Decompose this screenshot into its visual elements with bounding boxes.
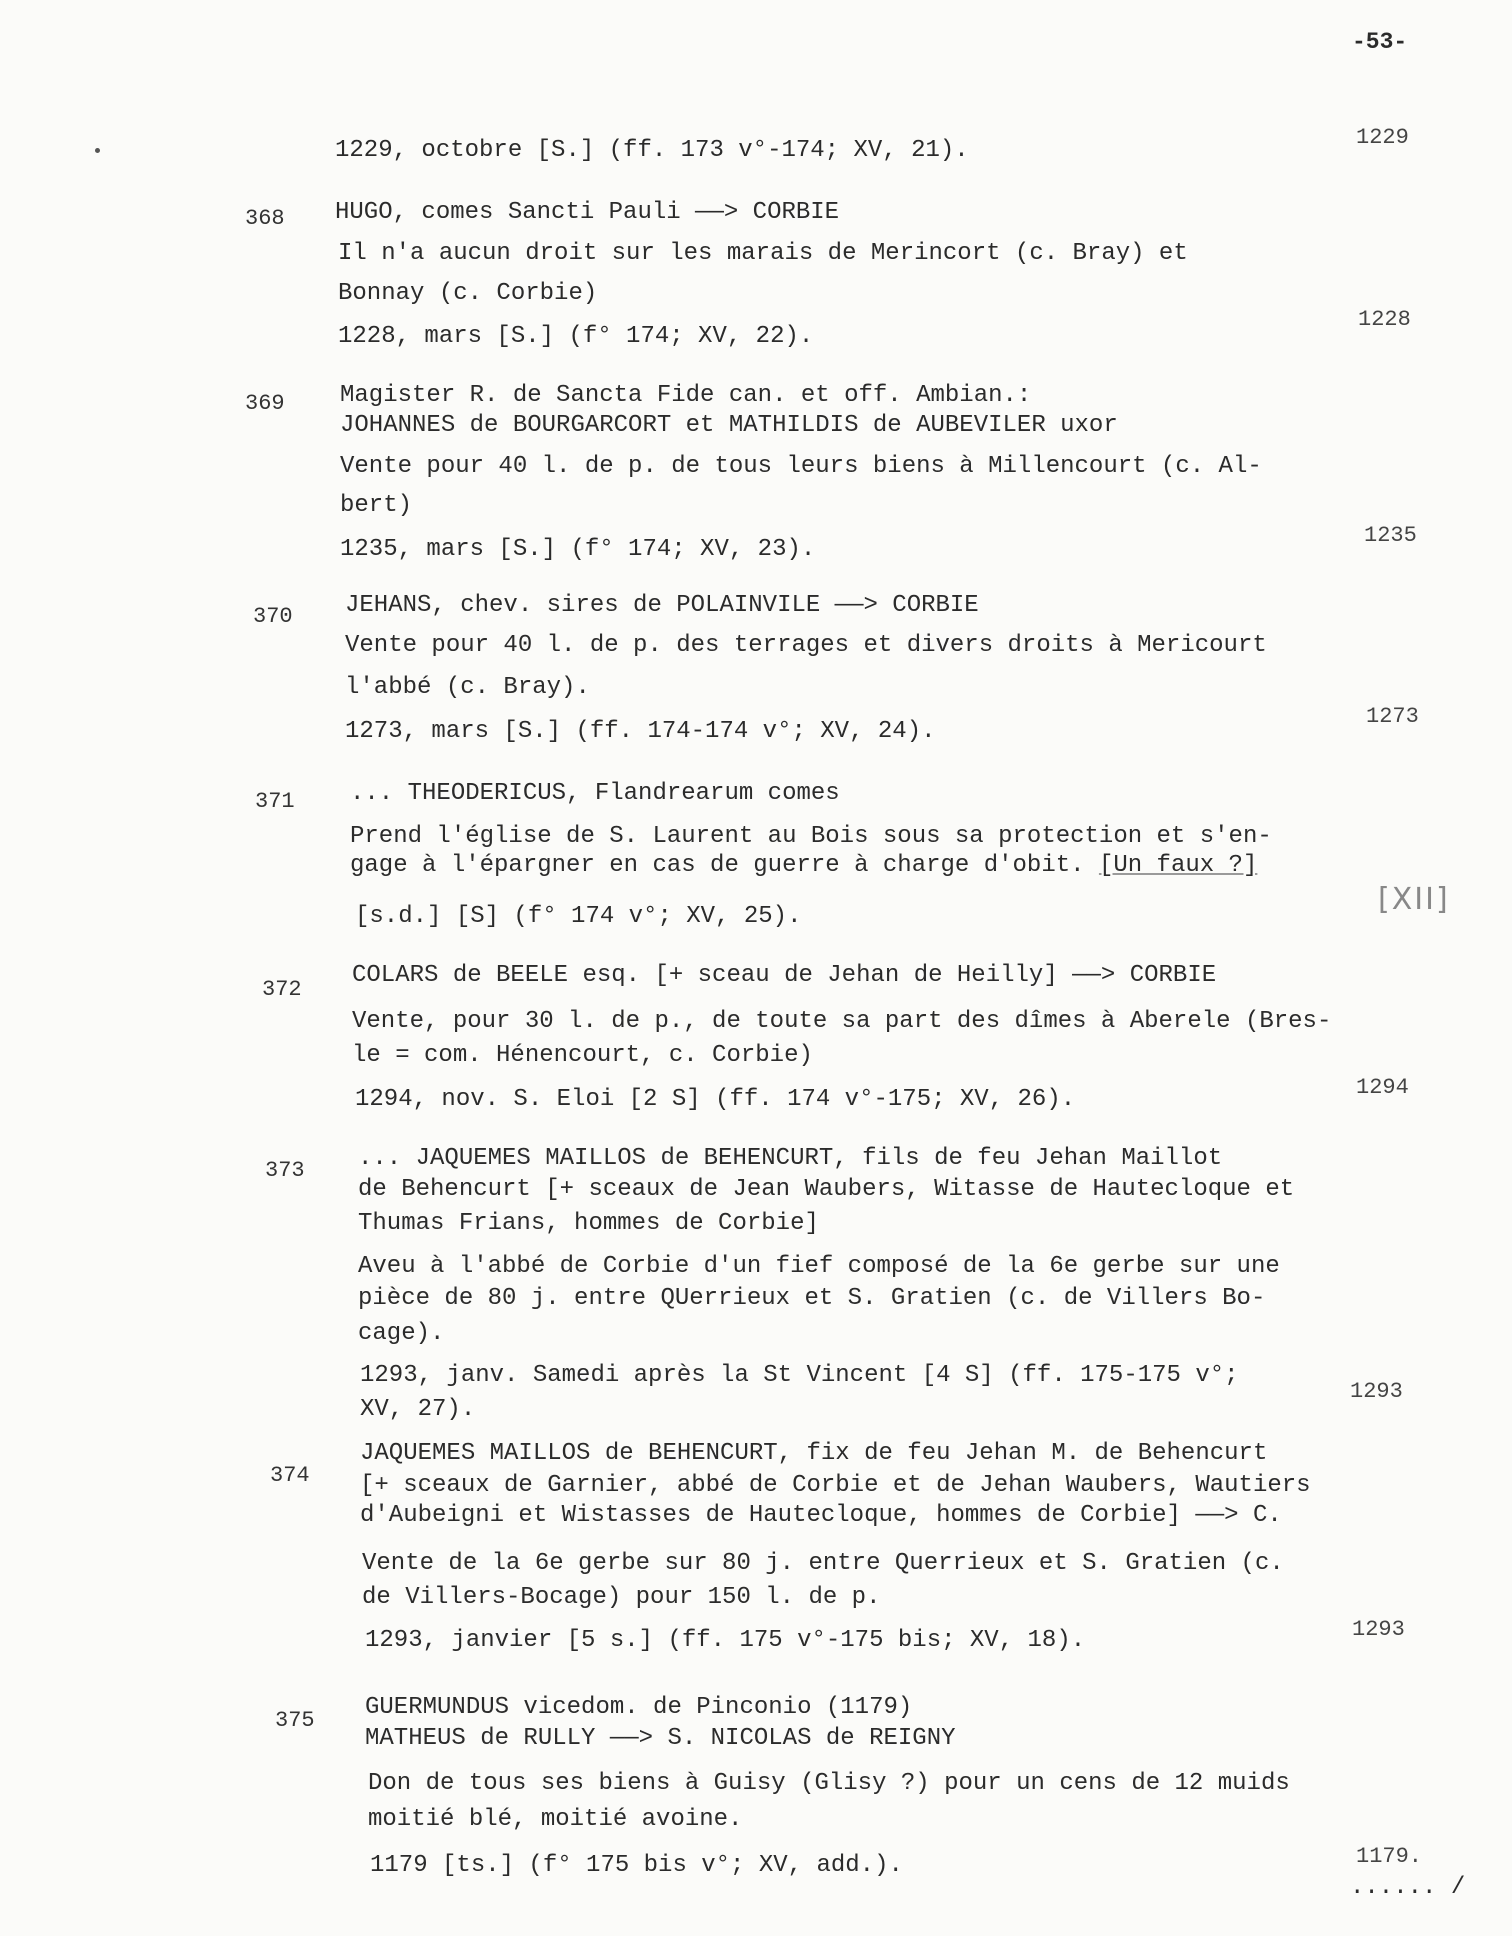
entry-parties: de Behencurt [+ sceaux de Jean Waubers, Witasse de Hautecloque et <box>358 1176 1295 1203</box>
stray-mark <box>95 148 100 153</box>
entry-summary: bert) <box>340 492 413 519</box>
entry-parties: ... JAQUEMES MAILLOS de BEHENCURT, fils de feu Jehan Maillot <box>358 1145 1223 1172</box>
entry-number: 370 <box>253 604 293 629</box>
entry-summary: pièce de 80 j. entre QUerrieux et S. Gratien (c. de Villers Bo- <box>358 1285 1266 1312</box>
summary-text: gage à l'épargner en cas de guerre à charge d'obit. <box>350 852 1085 879</box>
entry-parties: JOHANNES de BOURGARCORT et MATHILDIS de AUBEVILER uxor <box>340 412 1118 439</box>
entry-summary: Aveu à l'abbé de Corbie d'un fief composé de la 6e gerbe sur une <box>358 1253 1280 1280</box>
entry-number: 368 <box>245 206 285 231</box>
entry-number: 371 <box>255 789 295 814</box>
year-margin: 1179. <box>1356 1844 1423 1869</box>
entry-summary: Vente pour 40 l. de p. de tous leurs biens à Millencourt (c. Al- <box>340 453 1262 480</box>
entry-parties: ... THEODERICUS, Flandrearum comes <box>350 780 840 807</box>
date-line: [s.d.] [S] (f° 174 v°; XV, 25). <box>355 903 802 930</box>
entry-number: 375 <box>275 1708 315 1733</box>
entry-parties: JEHANS, chev. sires de POLAINVILE ——> CORBIE <box>345 592 979 619</box>
entry-number: 372 <box>262 977 302 1002</box>
date-line: 1228, mars [S.] (f° 174; XV, 22). <box>338 323 814 350</box>
continuation-mark: ...... / <box>1350 1874 1466 1901</box>
entry-summary: cage). <box>358 1320 445 1347</box>
year-margin: 1273 <box>1366 704 1419 729</box>
entry-summary: Bonnay (c. Corbie) <box>338 280 598 307</box>
entry-summary: Prend l'église de S. Laurent au Bois sous sa protection et s'en- <box>350 823 1272 850</box>
entry-parties: MATHEUS de RULLY ——> S. NICOLAS de REIGNY <box>365 1725 956 1752</box>
entry-summary: moitié blé, moitié avoine. <box>368 1806 743 1833</box>
page-number: -53- <box>1352 29 1408 55</box>
entry-parties: d'Aubeigni et Wistasses de Hautecloque, hommes de Corbie] ——> C. <box>360 1502 1282 1529</box>
date-line: 1235, mars [S.] (f° 174; XV, 23). <box>340 536 816 563</box>
date-line: 1229, octobre [S.] (ff. 173 v°-174; XV, 21). <box>335 137 969 164</box>
entry-parties: GUERMUNDUS vicedom. de Pinconio (1179) <box>365 1694 913 1721</box>
year-margin: 1235 <box>1364 523 1417 548</box>
entry-parties: Magister R. de Sancta Fide can. et off. Ambian.: <box>340 382 1032 409</box>
year-margin: 1293 <box>1352 1617 1405 1642</box>
entry-number: 369 <box>245 391 285 416</box>
date-line: 1273, mars [S.] (ff. 174-174 v°; XV, 24). <box>345 718 936 745</box>
entry-summary: Vente de la 6e gerbe sur 80 j. entre Querrieux et S. Gratien (c. <box>362 1550 1284 1577</box>
date-line: 1294, nov. S. Eloi [2 S] (ff. 174 v°-175; XV, 26). <box>355 1086 1076 1113</box>
marginal-note: [Un faux ?] <box>1098 852 1258 879</box>
entry-summary: l'abbé (c. Bray). <box>345 674 590 701</box>
entry-summary: Il n'a aucun droit sur les marais de Merincort (c. Bray) et <box>338 240 1188 267</box>
date-line: 1293, janvier [5 s.] (ff. 175 v°-175 bis; XV, 18). <box>365 1627 1086 1654</box>
entry-summary: le = com. Hénencourt, c. Corbie) <box>352 1042 813 1069</box>
year-margin: 1293 <box>1350 1379 1403 1404</box>
entry-summary: Vente pour 40 l. de p. des terrages et divers droits à Mericourt <box>345 632 1267 659</box>
entry-parties: Thumas Frians, hommes de Corbie] <box>358 1210 819 1237</box>
entry-summary: Don de tous ses biens à Guisy (Glisy ?) pour un cens de 12 muids <box>368 1770 1290 1797</box>
entry-number: 373 <box>265 1158 305 1183</box>
date-line: XV, 27). <box>360 1396 476 1423</box>
handwritten-annotation: [XII] <box>1378 882 1450 917</box>
entry-parties: JAQUEMES MAILLOS de BEHENCURT, fix de feu Jehan M. de Behencurt <box>360 1440 1268 1467</box>
entry-summary: de Villers-Bocage) pour 150 l. de p. <box>362 1584 881 1611</box>
year-margin: 1294 <box>1356 1075 1409 1100</box>
entry-parties: COLARS de BEELE esq. [+ sceau de Jehan de Heilly] ——> CORBIE <box>352 962 1217 989</box>
year-margin: 1228 <box>1358 307 1411 332</box>
entry-summary: Vente, pour 30 l. de p., de toute sa part des dîmes à Aberele (Bres- <box>352 1008 1332 1035</box>
entry-summary <box>350 852 1257 880</box>
entry-parties: HUGO, comes Sancti Pauli ——> CORBIE <box>335 199 840 226</box>
year-margin: 1229 <box>1356 125 1409 150</box>
entry-parties: [+ sceaux de Garnier, abbé de Corbie et de Jehan Waubers, Wautiers <box>360 1472 1311 1499</box>
entry-number: 374 <box>270 1463 310 1488</box>
date-line: 1293, janv. Samedi après la St Vincent [4 S] (ff. 175-175 v°; <box>360 1362 1239 1389</box>
date-line: 1179 [ts.] (f° 175 bis v°; XV, add.). <box>370 1852 903 1879</box>
